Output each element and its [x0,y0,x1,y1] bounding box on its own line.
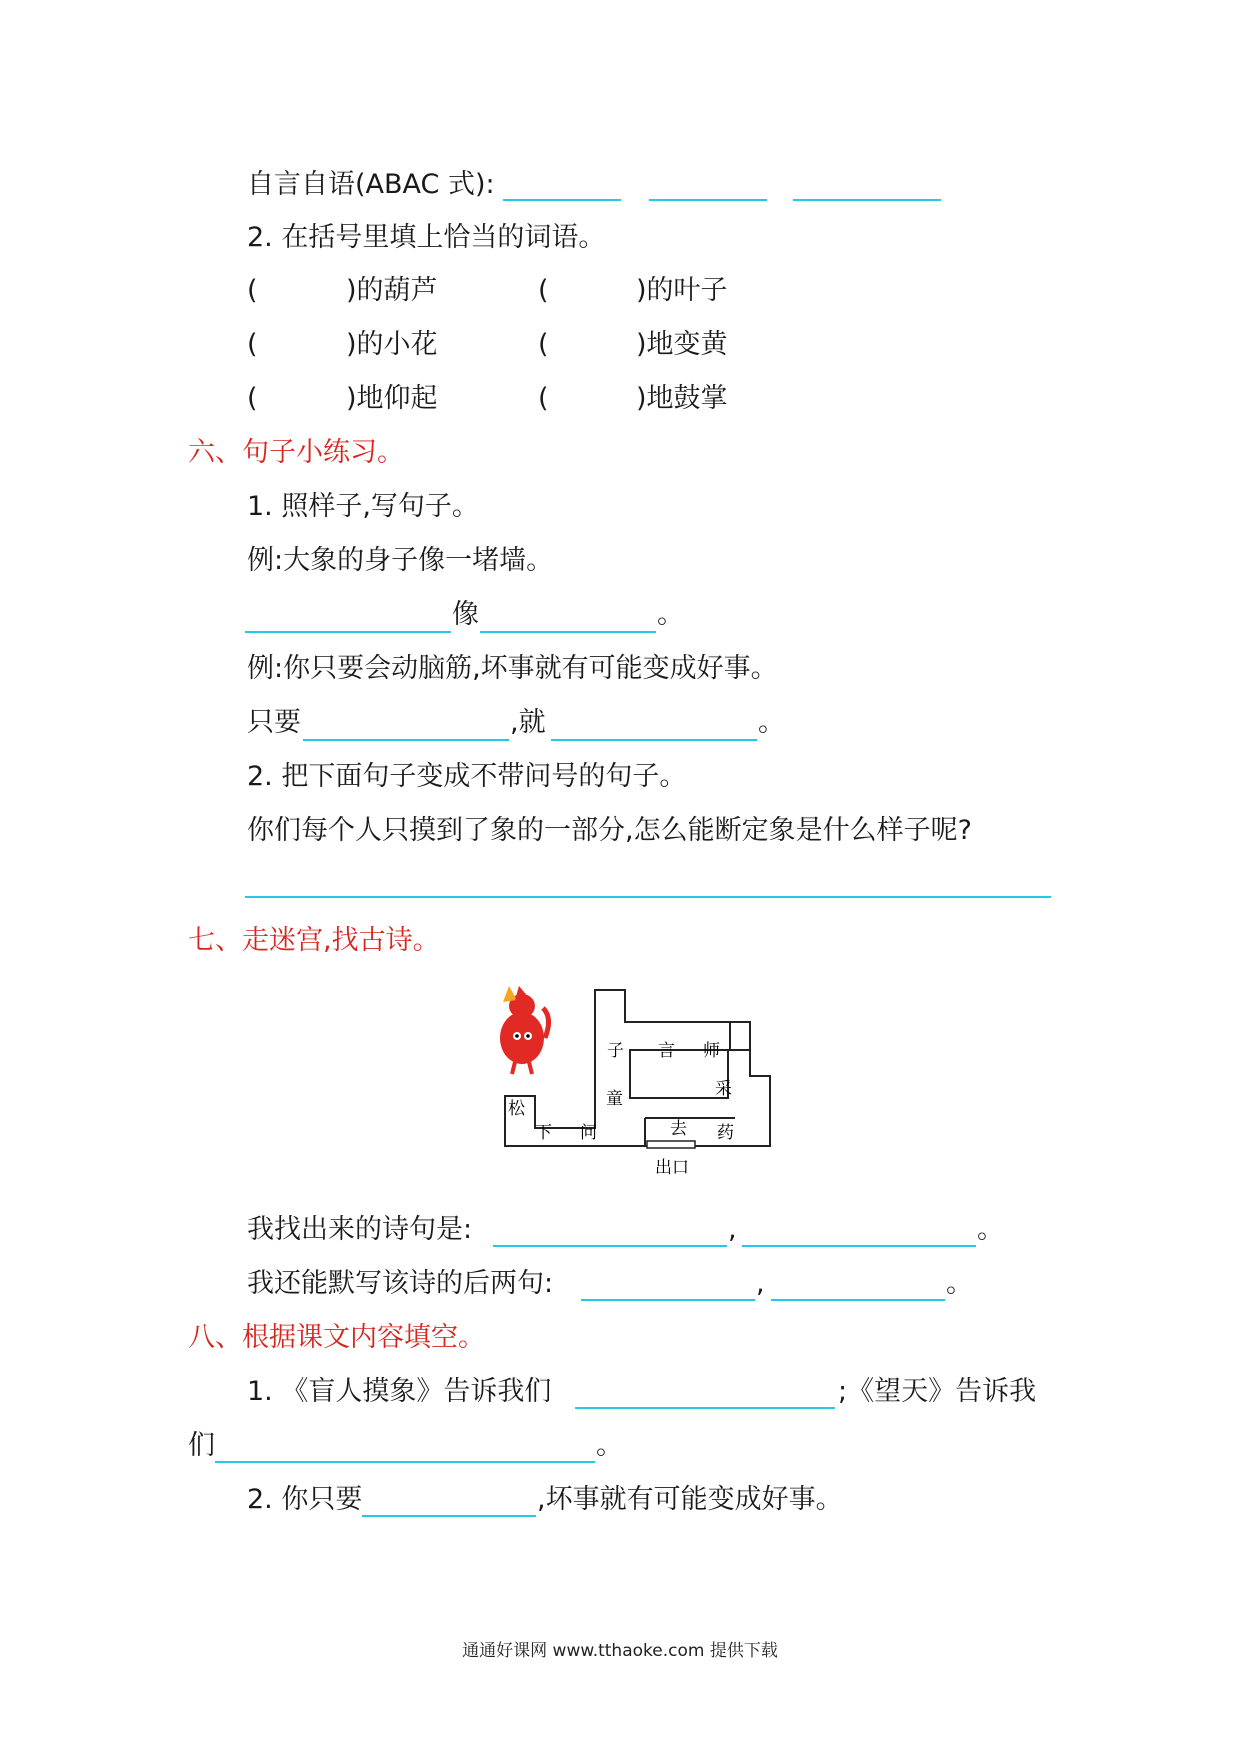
section-6-heading: 六、句子小练习。 [188,437,404,468]
pattern2-blank-2[interactable] [551,739,757,741]
s6-example-2: 例:你只要会动脑筋,坏事就有可能变成好事。 [247,653,778,684]
pattern2-mid: ,就 [510,707,546,738]
paren-open-6: ( [538,383,549,414]
s6-q2-label: 2. 把下面句子变成不带问号的句子。 [247,761,687,792]
maze-char-song: 松 [508,1099,525,1119]
maze-char-shi: 师 [703,1041,720,1061]
maze-char-cai: 采 [715,1079,732,1099]
s8-q2-start: 2. 你只要 [247,1484,363,1515]
paren-item-5[interactable]: )地仰起 [346,383,438,414]
abac-blank-2[interactable] [649,199,767,201]
paren-item-6[interactable]: )地鼓掌 [636,383,728,414]
s8-q1-blank-2[interactable] [215,1461,595,1463]
pattern1-mid: 像 [452,599,479,630]
paren-item-2[interactable]: )的叶子 [636,275,728,306]
paren-item-1[interactable]: )的葫芦 [346,275,438,306]
maze-figure [495,978,815,1178]
s8-q1-cont: 们 [188,1430,215,1461]
maze-char-wen: 问 [580,1123,597,1143]
q2-fill-brackets-label: 2. 在括号里填上恰当的词语。 [247,222,606,253]
maze-char-tong: 童 [606,1089,623,1109]
paren-item-3[interactable]: )的小花 [346,329,438,360]
found-poem-period: 。 [977,1214,1004,1245]
pattern1-blank-1[interactable] [245,631,451,633]
s6-example-1: 例:大象的身子像一堵墙。 [247,545,554,576]
paren-open-3: ( [247,329,258,360]
maze-char-yan: 言 [658,1041,675,1061]
found-poem-blank-2[interactable] [742,1245,976,1247]
maze-char-zi: 子 [607,1041,624,1061]
section-8-heading: 八、根据课文内容填空。 [188,1322,485,1353]
recite-poem-blank-1[interactable] [581,1299,755,1301]
s6-q2-answer-line[interactable] [245,896,1051,898]
paren-open-1: ( [247,275,258,306]
pattern1-blank-2[interactable] [480,631,656,633]
found-poem-label: 我找出来的诗句是: [247,1214,473,1245]
fox-mascot-icon [500,986,549,1074]
s8-q1-start: 1. 《盲人摸象》告诉我们 [247,1376,552,1407]
maze-char-xia: 下 [535,1123,552,1143]
footer-credit: 通通好课网 www.tthaoke.com 提供下载 [462,1641,778,1661]
recite-poem-blank-2[interactable] [771,1299,945,1301]
paren-item-4[interactable]: )地变黄 [636,329,728,360]
maze-exit-label: 出口 [655,1158,689,1178]
pattern1-period: 。 [657,599,684,630]
s8-q1-mid: ;《望天》告诉我 [838,1376,1037,1407]
maze-char-qu: 去 [670,1119,687,1139]
recite-poem-period: 。 [946,1268,973,1299]
abac-blank-3[interactable] [793,199,941,201]
paren-open-5: ( [247,383,258,414]
section-7-heading: 七、走迷宫,找古诗。 [188,925,440,956]
paren-open-4: ( [538,329,549,360]
s8-q1-blank-1[interactable] [575,1407,835,1409]
recite-poem-comma: , [756,1268,765,1299]
pattern2-blank-1[interactable] [303,739,509,741]
found-poem-comma: , [728,1214,737,1245]
s8-q2-blank[interactable] [362,1515,536,1517]
abac-prompt: 自言自语(ABAC 式): [247,169,495,200]
s8-q1-period: 。 [596,1430,623,1461]
s6-q1-label: 1. 照样子,写句子。 [247,491,479,522]
maze-exit-gap [647,1141,695,1148]
maze-char-yao: 药 [717,1123,734,1143]
s6-q2-sentence: 你们每个人只摸到了象的一部分,怎么能断定象是什么样子呢? [247,815,972,846]
found-poem-blank-1[interactable] [493,1245,727,1247]
s8-q2-end: ,坏事就有可能变成好事。 [537,1484,843,1515]
paren-open-2: ( [538,275,549,306]
pattern2-start: 只要 [247,707,301,738]
abac-blank-1[interactable] [503,199,621,201]
pattern2-period: 。 [758,707,785,738]
recite-poem-label: 我还能默写该诗的后两句: [247,1268,554,1299]
